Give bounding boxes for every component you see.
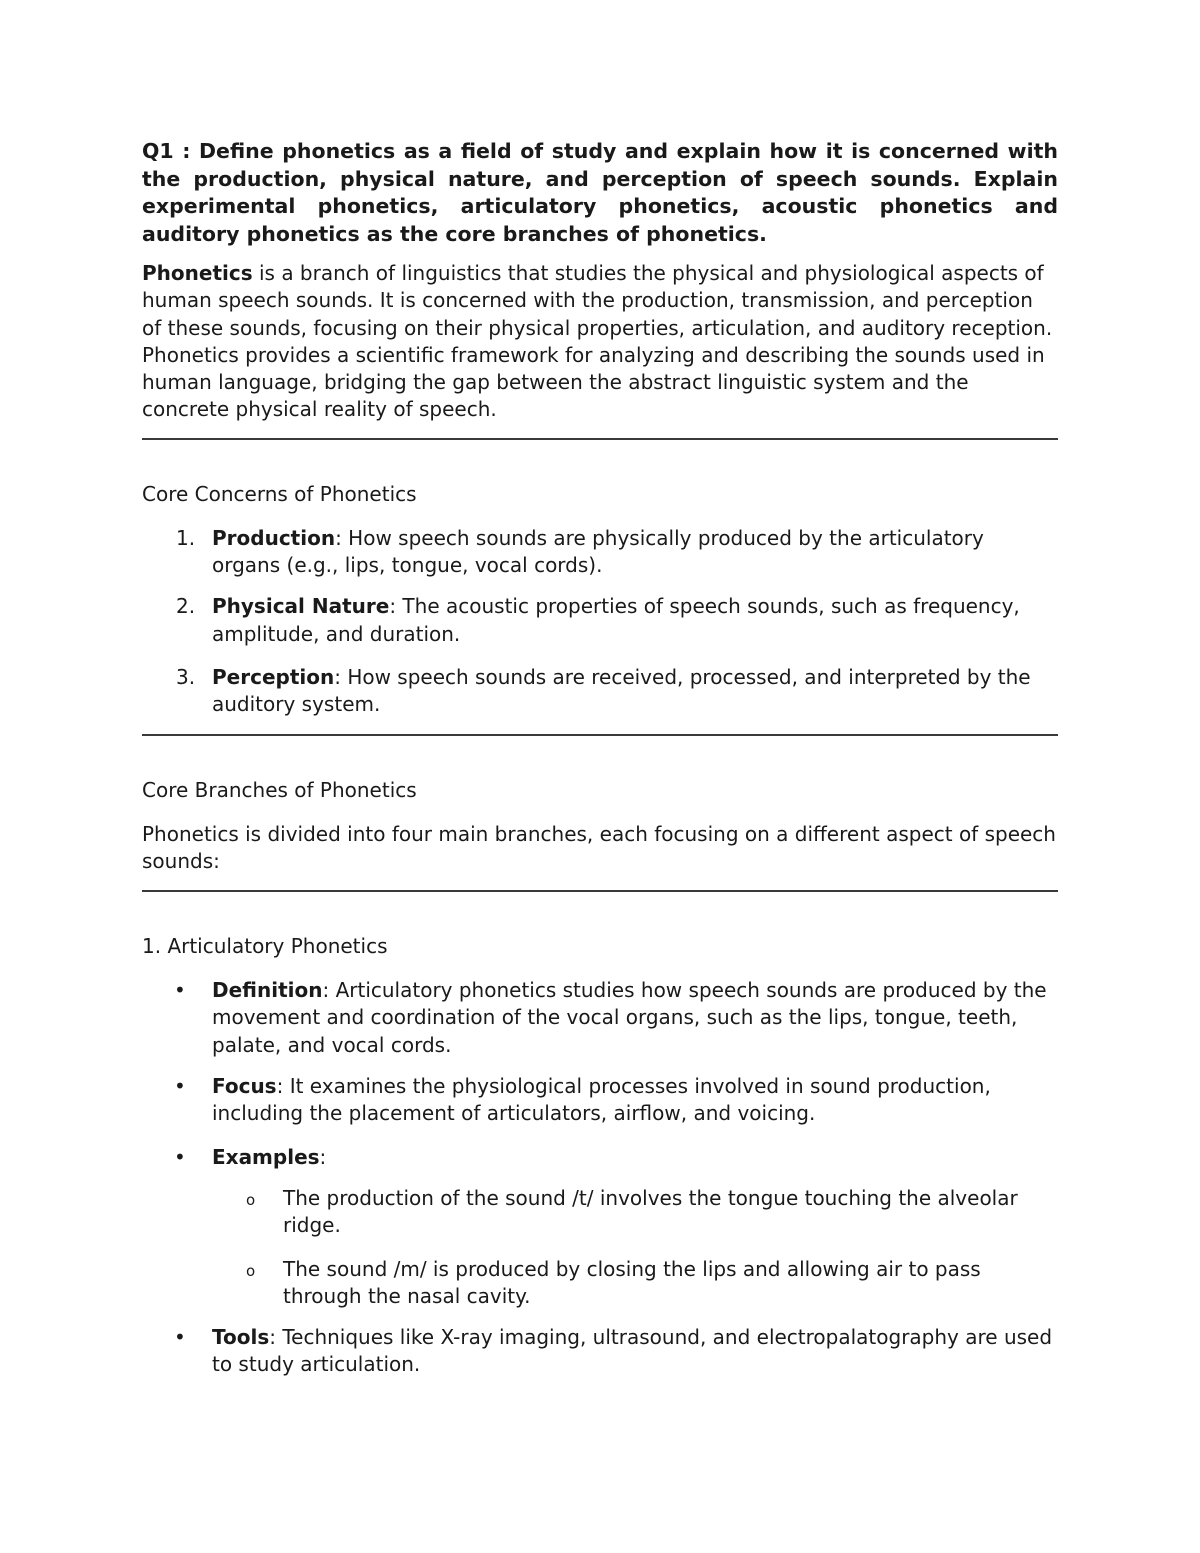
sub-list-item (142, 1256, 1058, 1311)
bullet-icon: • (174, 1144, 186, 1169)
bullet-icon: • (174, 978, 186, 1003)
list-text: : (319, 1144, 327, 1169)
list-term: Focus (212, 1074, 277, 1099)
core-concerns-heading: Core Concerns of Phonetics (142, 481, 417, 506)
list-term: Perception (212, 664, 335, 689)
list-term: Definition (212, 978, 323, 1003)
examples-sublist (212, 1185, 1058, 1310)
sub-list-text: The production of the sound /t/ involves the tongue touching the alveolar ridge. (283, 1185, 1018, 1238)
sub-list-item (142, 1185, 1058, 1240)
core-branches-heading: Core Branches of Phonetics (142, 777, 417, 802)
list-text: : Articulatory phonetics studies how speech sounds are produced by the movement and coordination of the vocal organs, such as the lips, tongue, teeth, palate, and vocal cords. (212, 978, 1047, 1057)
divider (142, 890, 1058, 892)
hollow-bullet-icon: o (246, 1261, 256, 1280)
intro-text: is a branch of linguistics that studies the physical and physiological aspects of human speech sounds. It is concerned with the production, transmission, and perception of these sounds, focusing on their physical properties, articulation, and auditory reception. Phonetics provides a scientific framework for analyzing and describing the sounds used in human language, bridging the gap between the abstract linguistic system and the concrete physical reality of speech. (142, 261, 1053, 422)
list-text: : How speech sounds are physically produced by the articulatory organs (e.g., lips, tongue, vocal cords). (212, 525, 984, 578)
core-concerns-list (142, 525, 1058, 719)
articulatory-heading: 1. Articulatory Phonetics (142, 934, 388, 959)
list-number: 3. (176, 664, 196, 689)
list-term: Physical Nature (212, 594, 390, 619)
list-term: Production (212, 525, 336, 550)
list-item (142, 1073, 1058, 1128)
list-item (142, 664, 1058, 719)
articulatory-list (142, 977, 1058, 1379)
document-page (142, 138, 1058, 1379)
list-text: : The acoustic properties of speech sounds, such as frequency, amplitude, and duration. (212, 594, 1020, 646)
list-item (142, 593, 1058, 648)
divider (142, 438, 1058, 440)
hollow-bullet-icon: o (246, 1190, 256, 1209)
list-item (142, 977, 1058, 1059)
sub-list-text: The sound /m/ is produced by closing the lips and allowing air to pass through the nasal cavity. (283, 1256, 981, 1308)
list-item (142, 525, 1058, 580)
intro-paragraph (142, 260, 1058, 424)
list-item (142, 1144, 1058, 1310)
list-number: 1. (176, 525, 196, 550)
core-branches-text: Phonetics is divided into four main branches, each focusing on a different aspect of speech sounds: (142, 821, 1056, 873)
divider (142, 734, 1058, 736)
list-term: Tools (212, 1325, 270, 1350)
list-term: Examples (212, 1144, 320, 1169)
list-item (142, 1324, 1058, 1379)
intro-term: Phonetics (142, 261, 253, 285)
question-heading: Q1 : Define phonetics as a field of study and explain how it is concerned with the production, physical nature, and perception of speech sounds. Explain experimental phonetics, articulatory phonetics, acoustic phonetics and auditory phonetics as the core branches of phonetics. (142, 139, 1058, 246)
list-text: : It examines the physiological processes involved in sound production, including the placement of articulators, airflow, and voicing. (212, 1074, 991, 1126)
list-number: 2. (176, 594, 196, 619)
list-text: : How speech sounds are received, processed, and interpreted by the auditory system. (212, 664, 1031, 717)
bullet-icon: • (174, 1074, 186, 1099)
bullet-icon: • (174, 1325, 186, 1350)
list-text: : Techniques like X-ray imaging, ultrasound, and electropalatography are used to study articulation. (212, 1325, 1053, 1377)
